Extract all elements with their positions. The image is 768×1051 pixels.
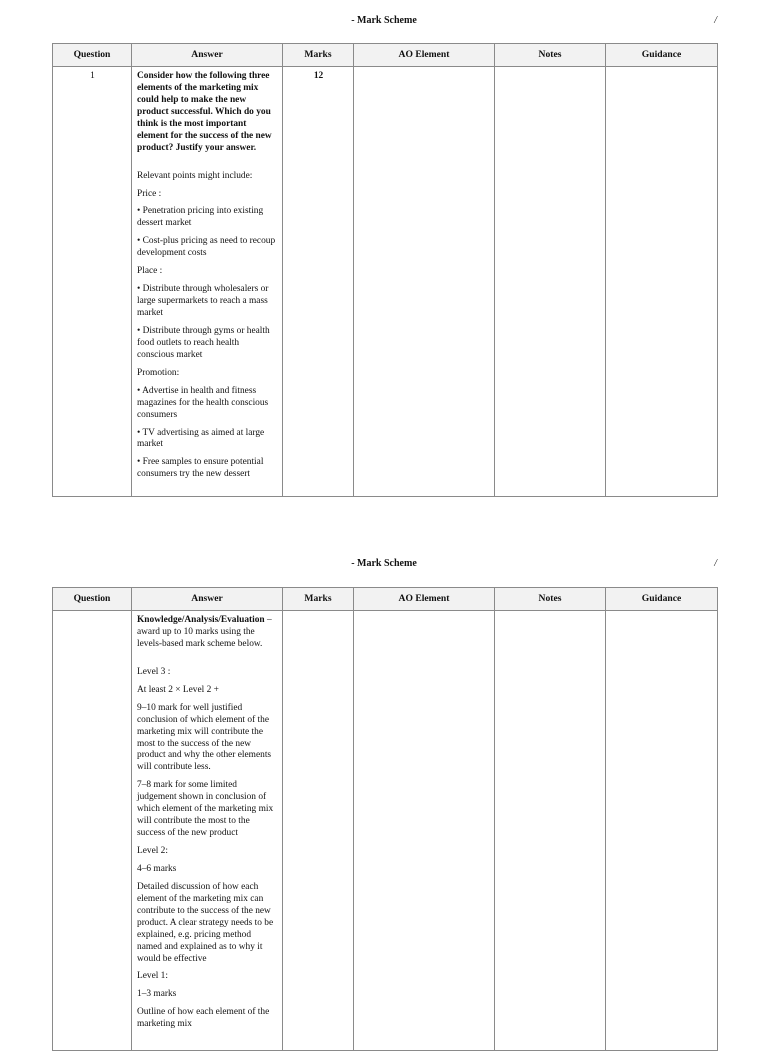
answer-line: Outline of how each element of the marketing mix bbox=[137, 1007, 270, 1030]
column-header-ao-element: AO Element bbox=[354, 588, 495, 611]
answer-cell bbox=[132, 611, 283, 1051]
ao-element-cell bbox=[354, 67, 495, 497]
answer-line: • Free samples to ensure potential consumers try the new dessert bbox=[137, 457, 264, 480]
table-header-row bbox=[53, 44, 718, 67]
answer-line: Level 3 : bbox=[137, 666, 171, 677]
answer-line: Detailed discussion of how each element of the marketing mix can contribute to the success of the new product. A clear strategy needs to be explained, e.g. pricing method named and explained as to why it would be effective bbox=[137, 881, 274, 964]
page-title: - Mark Scheme bbox=[351, 15, 417, 26]
column-header-guidance: Guidance bbox=[606, 588, 718, 611]
answer-line: • Distribute through wholesalers or large supermarkets to reach a mass market bbox=[137, 284, 269, 318]
answer-line: Relevant points might include: bbox=[137, 170, 253, 181]
column-header-notes: Notes bbox=[495, 44, 606, 67]
notes-cell bbox=[495, 611, 606, 1051]
answer-line: • Distribute through gyms or health food outlets to reach health conscious market bbox=[137, 325, 270, 360]
column-header-question: Question bbox=[53, 44, 132, 67]
mark-scheme-table-2 bbox=[52, 587, 718, 1051]
answer-line: Level 1: bbox=[137, 971, 168, 982]
marks-cell: 12 bbox=[283, 67, 354, 497]
answer-line: At least 2 × Level 2 + bbox=[137, 684, 219, 695]
column-header-ao-element: AO Element bbox=[354, 44, 495, 67]
column-header-notes: Notes bbox=[495, 588, 606, 611]
column-header-question: Question bbox=[53, 588, 132, 611]
page-header-1 bbox=[0, 15, 768, 26]
question-number-cell: 1 bbox=[53, 67, 132, 497]
guidance-cell bbox=[606, 611, 718, 1051]
answer-line: 4–6 marks bbox=[137, 863, 177, 874]
notes-cell bbox=[495, 67, 606, 497]
answer-line: • TV advertising as aimed at large market bbox=[137, 427, 265, 450]
column-header-guidance: Guidance bbox=[606, 44, 718, 67]
column-header-answer: Answer bbox=[132, 588, 283, 611]
answer-line: Level 2: bbox=[137, 846, 168, 856]
table-row bbox=[53, 611, 718, 1051]
page-number-marker: / bbox=[714, 15, 717, 26]
levels-heading: Knowledge/Analysis/Evaluation bbox=[137, 615, 265, 625]
answer-cell bbox=[132, 67, 283, 497]
page-number-marker: / bbox=[714, 558, 717, 569]
levels-intro-text: – award up to 10 marks using the levels-based mark scheme below. bbox=[137, 615, 272, 649]
answer-line: 7–8 mark for some limited judgement shown in conclusion of which element of the marketing mix will contribute the most to the success of the new product bbox=[137, 780, 274, 839]
answer-line: • Cost-plus pricing as need to recoup development costs bbox=[137, 236, 276, 259]
levels-intro bbox=[137, 615, 278, 651]
table-header-row bbox=[53, 588, 718, 611]
answer-line: Price : bbox=[137, 188, 162, 199]
page-title: - Mark Scheme bbox=[351, 558, 417, 569]
answer-line: 9–10 mark for well justified conclusion of which element of the marketing mix will contribute the most to the success of the new product and why the other elements will contribute less. bbox=[137, 702, 272, 773]
answer-line: Place : bbox=[137, 266, 163, 277]
table-row bbox=[53, 67, 718, 497]
question-prompt: Consider how the following three elements of the marketing mix could help to make the new product successful. Which do you think is the most important element for the success of the new product? Justify your answer. bbox=[137, 71, 272, 153]
ao-element-cell bbox=[354, 611, 495, 1051]
answer-line: Promotion: bbox=[137, 367, 180, 378]
answer-line: • Penetration pricing into existing dessert market bbox=[137, 206, 264, 229]
answer-line: 1–3 marks bbox=[137, 989, 177, 1000]
guidance-cell bbox=[606, 67, 718, 497]
column-header-marks: Marks bbox=[283, 44, 354, 67]
mark-scheme-table-1 bbox=[52, 43, 718, 497]
column-header-marks: Marks bbox=[283, 588, 354, 611]
marks-cell bbox=[283, 611, 354, 1051]
page-header-2 bbox=[0, 558, 768, 569]
question-number-cell bbox=[53, 611, 132, 1051]
column-header-answer: Answer bbox=[132, 44, 283, 67]
answer-line: • Advertise in health and fitness magazines for the health conscious consumers bbox=[137, 385, 269, 420]
